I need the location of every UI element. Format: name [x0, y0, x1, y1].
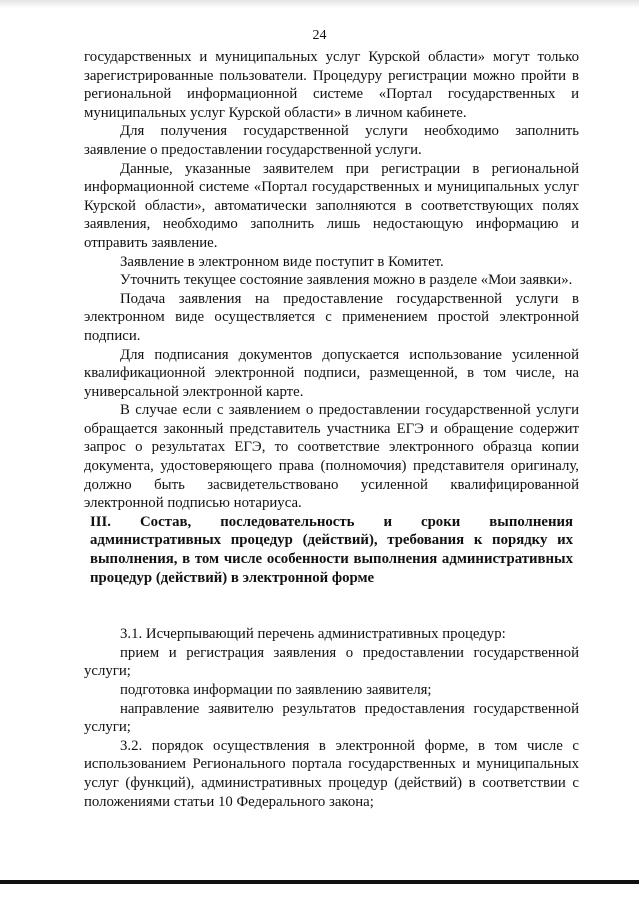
paragraph: государственных и муниципальных услуг Курской области» могут только зарегистрированные пользователи. Процедуру регистрации можно пройти в региональной информационной системе «Портал государственных и муниципальных услуг Курской области» в личном кабинете. [84, 49, 579, 121]
paragraph: Для подписания документов допускается использование усиленной квалификационной электронной подписи, размещенной, в том числе, на универсальной электронной карте. [84, 346, 579, 400]
document-body [84, 48, 579, 811]
scan-bottom-bar [0, 880, 639, 884]
list-item: прием и регистрация заявления о предоставлении государственной услуги; [84, 644, 579, 680]
list-item: подготовка информации по заявлению заявителя; [120, 682, 432, 698]
paragraph: Подача заявления на предоставление государственной услуги в электронном виде осуществляется с применением простой электронной подписи. [84, 290, 579, 344]
paragraph: В случае если с заявлением о предоставлении государственной услуги обращается законный представитель участника ЕГЭ и обращение содержит запрос о результатах ЕГЭ, то соответствие электронного образца копии документа, удостоверяющего права (полномочия) представителя оригиналу, должно быть засвидетельствовано усиленной квалифицированной электронной подписью нотариуса. [84, 402, 579, 512]
paragraph: Данные, указанные заявителем при регистрации в региональной информационной системе «Портал государственных и муниципальных услуг Курской области», автоматически заполняются в соответствующих полях заявления, необходимо заполнить лишь недостающую информацию и отправить заявление. [84, 160, 579, 251]
paragraph: Для получения государственной услуги необходимо заполнить заявление о предоставлении государственной услуги. [84, 123, 579, 158]
section-title: III. Состав, последовательность и сроки выполнения административных процедур (действий), требования к порядку их выполнения, в том числе особенности выполнения административных процедур (действий) в электронной форме [90, 513, 573, 586]
section-spacer [84, 587, 579, 625]
list-item: направление заявителю результатов предоставления государственной услуги; [84, 700, 579, 736]
paragraph: 3.1. Исчерпывающий перечень административных процедур: [120, 626, 506, 643]
paragraph: Заявление в электронном виде поступит в Комитет. [120, 253, 444, 270]
scan-edge [0, 0, 639, 8]
paragraph: 3.2. порядок осуществления в электронной форме, в том числе с использованием Регионального портала государственных и муниципальных услуг (функций), административных процедур (действий) в соответствии с положениями статьи 10 Федерального закона; [84, 737, 579, 810]
page-number: 24 [312, 28, 327, 43]
paragraph: Уточнить текущее состояние заявления можно в разделе «Мои заявки». [120, 272, 573, 289]
